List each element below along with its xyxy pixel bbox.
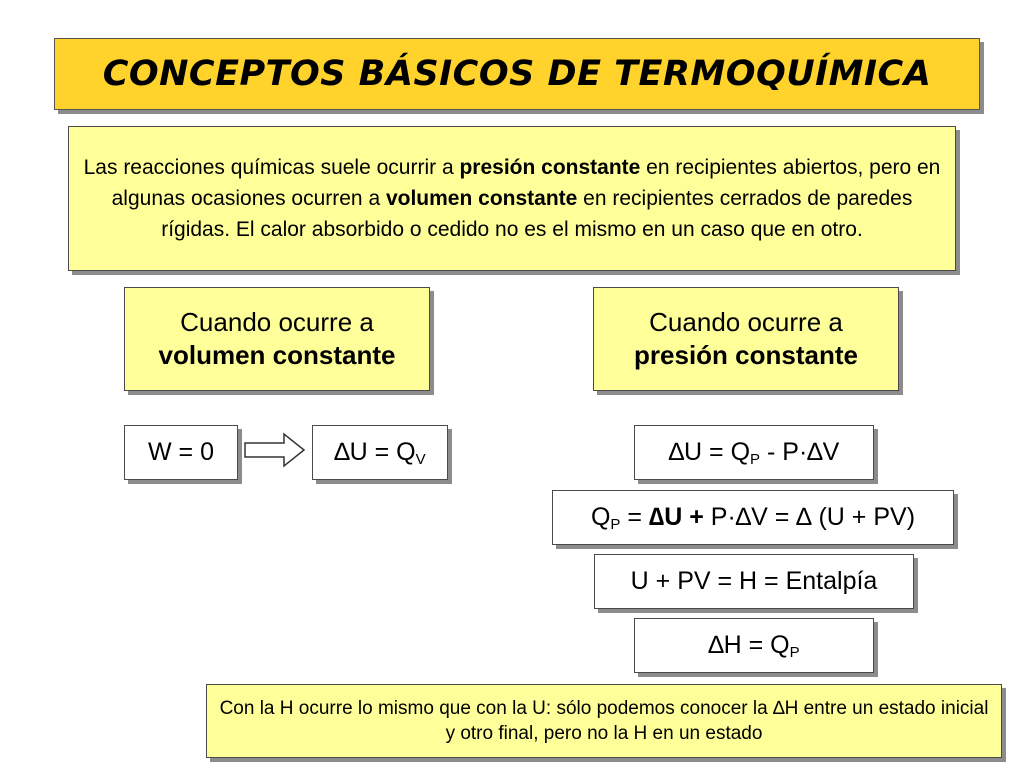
volume-case-line1: Cuando ocurre a [180, 307, 374, 337]
work-zero-eq: W = 0 [148, 438, 214, 466]
eq2-bold: ∆U + [648, 502, 704, 531]
delta-u-qv-sub: V [415, 450, 426, 468]
enthalpy-definition-box [594, 554, 914, 609]
intro-text-1: Las reacciones químicas suele ocurrir a [83, 156, 460, 179]
delta-u-qv-main: ∆U = Q [334, 437, 416, 466]
eq2-c: P·∆V = ∆ (U + PV) [703, 502, 916, 531]
eq1-b: - P·∆V [760, 437, 840, 466]
delta-u-qv-box [312, 425, 448, 480]
eq2-a: Q [590, 502, 611, 531]
intro-text [83, 152, 941, 245]
note-box [206, 684, 1002, 758]
pressure-case-line1: Cuando ocurre a [649, 307, 843, 337]
delta-h-box [634, 618, 874, 673]
pressure-constant-box [593, 287, 899, 391]
eq1-sub: P [750, 450, 761, 468]
intro-text-2: en recipientes abiertos, pero en algunas ocasiones ocurren a [111, 156, 941, 210]
eq2-sub: P [610, 515, 621, 533]
qp-expansion-box [552, 490, 954, 545]
right-arrow-icon [244, 432, 306, 468]
volume-constant-box [124, 287, 430, 391]
pressure-case-line2: presión constante [634, 340, 858, 370]
title-box [54, 38, 980, 110]
eq1-a: ∆U = Q [668, 437, 751, 466]
delta-u-qp-box [634, 425, 874, 480]
note-text: Con la H ocurre lo mismo que con la U: sólo podemos conocer la ∆H entre un estado inicial y otro final, pero no la H en un estado [219, 698, 989, 744]
intro-bold-volumen: volumen constante [385, 187, 578, 210]
eq4-a: ∆H = Q [708, 630, 790, 659]
intro-bold-presion: presión constante [459, 156, 641, 179]
eq4-sub: P [789, 643, 800, 661]
enthalpy-definition-eq: U + PV = H = Entalpía [630, 567, 878, 595]
volume-case-line2: volumen constante [158, 340, 396, 370]
delta-u-qv-eq [334, 438, 425, 468]
delta-u-qp-eq [669, 438, 840, 468]
intro-box [68, 126, 956, 271]
page-title: CONCEPTOS BÁSICOS DE TERMOQUÍMICA [102, 54, 932, 94]
eq2-b: = [620, 502, 649, 531]
work-zero-box [124, 425, 238, 480]
qp-expansion-eq [591, 503, 915, 533]
delta-h-eq [708, 631, 799, 661]
intro-text-3: en recipientes cerrados de paredes rígidas. El calor absorbido o cedido no es el mismo en un caso que en otro. [161, 187, 913, 241]
